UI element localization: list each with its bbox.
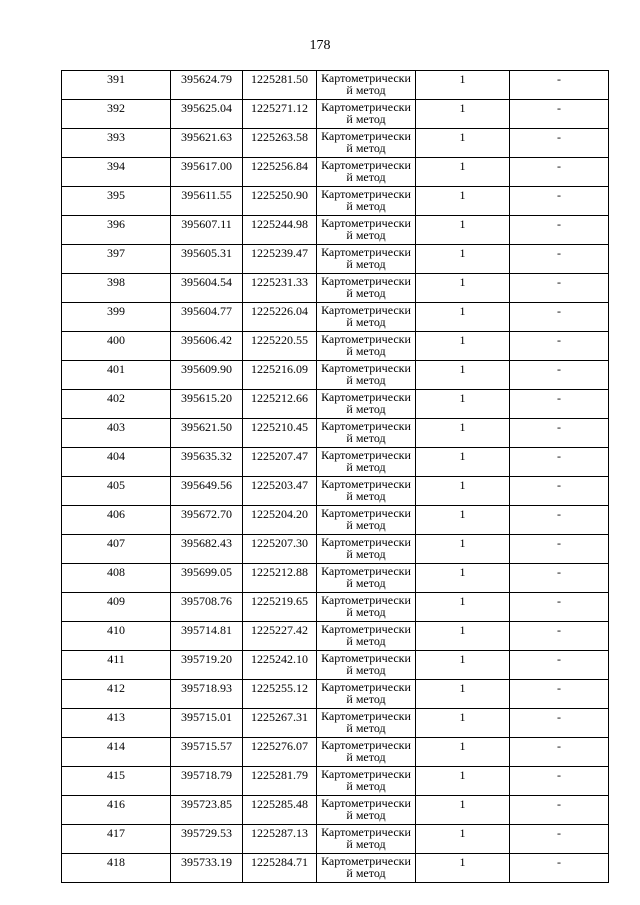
y-coordinate-cell: 1225256.84: [243, 158, 317, 187]
y-coordinate-cell: 1225210.45: [243, 419, 317, 448]
y-coordinate-cell: 1225242.10: [243, 651, 317, 680]
method-line-1: Картометрически: [321, 564, 411, 578]
method-line-2: й метод: [346, 866, 386, 880]
table-row: [62, 796, 609, 825]
method-line-2: й метод: [346, 170, 386, 184]
method-cell: [317, 245, 416, 274]
method-line-1: Картометрически: [321, 680, 411, 694]
accuracy-cell: 1: [416, 593, 510, 622]
description-cell: -: [510, 506, 609, 535]
method-line-1: Картометрически: [321, 767, 411, 781]
method-line-2: й метод: [346, 808, 386, 822]
method-cell: [317, 738, 416, 767]
table-row: [62, 390, 609, 419]
description-cell: -: [510, 448, 609, 477]
description-cell: -: [510, 796, 609, 825]
method-line-1: Картометрически: [321, 303, 411, 317]
method-line-1: Картометрически: [321, 187, 411, 201]
y-coordinate-cell: 1225281.50: [243, 71, 317, 100]
method-cell: [317, 680, 416, 709]
table-row: [62, 593, 609, 622]
table-row: [62, 332, 609, 361]
point-number-cell: 415: [62, 767, 171, 796]
accuracy-cell: 1: [416, 390, 510, 419]
method-line-1: Картометрически: [321, 419, 411, 433]
method-line-1: Картометрически: [321, 477, 411, 491]
accuracy-cell: 1: [416, 158, 510, 187]
table-row: [62, 361, 609, 390]
accuracy-cell: 1: [416, 506, 510, 535]
accuracy-cell: 1: [416, 477, 510, 506]
method-line-2: й метод: [346, 402, 386, 416]
table-row: [62, 71, 609, 100]
method-line-1: Картометрически: [321, 71, 411, 85]
method-line-2: й метод: [346, 141, 386, 155]
y-coordinate-cell: 1225267.31: [243, 709, 317, 738]
method-line-2: й метод: [346, 779, 386, 793]
y-coordinate-cell: 1225255.12: [243, 680, 317, 709]
description-cell: -: [510, 651, 609, 680]
point-number-cell: 418: [62, 854, 171, 883]
y-coordinate-cell: 1225203.47: [243, 477, 317, 506]
method-cell: [317, 303, 416, 332]
table-row: [62, 245, 609, 274]
accuracy-cell: 1: [416, 854, 510, 883]
point-number-cell: 401: [62, 361, 171, 390]
accuracy-cell: 1: [416, 216, 510, 245]
method-line-2: й метод: [346, 547, 386, 561]
x-coordinate-cell: 395718.79: [171, 767, 243, 796]
method-cell: [317, 535, 416, 564]
description-cell: -: [510, 564, 609, 593]
point-number-cell: 407: [62, 535, 171, 564]
point-number-cell: 416: [62, 796, 171, 825]
y-coordinate-cell: 1225239.47: [243, 245, 317, 274]
point-number-cell: 409: [62, 593, 171, 622]
table-row: [62, 622, 609, 651]
description-cell: -: [510, 622, 609, 651]
table-row: [62, 680, 609, 709]
method-line-2: й метод: [346, 518, 386, 532]
method-line-2: й метод: [346, 576, 386, 590]
table-row: [62, 477, 609, 506]
description-cell: -: [510, 187, 609, 216]
accuracy-cell: 1: [416, 448, 510, 477]
y-coordinate-cell: 1225244.98: [243, 216, 317, 245]
accuracy-cell: 1: [416, 419, 510, 448]
method-line-1: Картометрически: [321, 245, 411, 259]
y-coordinate-cell: 1225284.71: [243, 854, 317, 883]
method-line-1: Картометрически: [321, 390, 411, 404]
point-number-cell: 402: [62, 390, 171, 419]
accuracy-cell: 1: [416, 825, 510, 854]
method-line-1: Картометрически: [321, 100, 411, 114]
y-coordinate-cell: 1225285.48: [243, 796, 317, 825]
x-coordinate-cell: 395604.54: [171, 274, 243, 303]
x-coordinate-cell: 395607.11: [171, 216, 243, 245]
method-cell: [317, 158, 416, 187]
x-coordinate-cell: 395604.77: [171, 303, 243, 332]
method-line-2: й метод: [346, 228, 386, 242]
method-cell: [317, 506, 416, 535]
method-cell: [317, 100, 416, 129]
x-coordinate-cell: 395715.01: [171, 709, 243, 738]
x-coordinate-cell: 395708.76: [171, 593, 243, 622]
point-number-cell: 400: [62, 332, 171, 361]
y-coordinate-cell: 1225204.20: [243, 506, 317, 535]
method-line-1: Картометрически: [321, 158, 411, 172]
method-line-2: й метод: [346, 605, 386, 619]
description-cell: -: [510, 100, 609, 129]
table-row: [62, 187, 609, 216]
x-coordinate-cell: 395714.81: [171, 622, 243, 651]
method-line-2: й метод: [346, 199, 386, 213]
point-number-cell: 410: [62, 622, 171, 651]
point-number-cell: 406: [62, 506, 171, 535]
accuracy-cell: 1: [416, 274, 510, 303]
method-line-2: й метод: [346, 344, 386, 358]
method-line-1: Картометрически: [321, 216, 411, 230]
method-line-2: й метод: [346, 315, 386, 329]
method-line-1: Картометрически: [321, 593, 411, 607]
point-number-cell: 413: [62, 709, 171, 738]
method-cell: [317, 187, 416, 216]
description-cell: -: [510, 303, 609, 332]
point-number-cell: 405: [62, 477, 171, 506]
method-cell: [317, 767, 416, 796]
accuracy-cell: 1: [416, 680, 510, 709]
point-number-cell: 404: [62, 448, 171, 477]
method-line-2: й метод: [346, 692, 386, 706]
table-row: [62, 303, 609, 332]
description-cell: -: [510, 216, 609, 245]
method-line-2: й метод: [346, 634, 386, 648]
method-cell: [317, 622, 416, 651]
y-coordinate-cell: 1225207.47: [243, 448, 317, 477]
description-cell: -: [510, 245, 609, 274]
method-line-1: Картометрически: [321, 622, 411, 636]
accuracy-cell: 1: [416, 767, 510, 796]
x-coordinate-cell: 395672.70: [171, 506, 243, 535]
table-row: [62, 129, 609, 158]
x-coordinate-cell: 395682.43: [171, 535, 243, 564]
method-line-2: й метод: [346, 373, 386, 387]
point-number-cell: 395: [62, 187, 171, 216]
y-coordinate-cell: 1225250.90: [243, 187, 317, 216]
y-coordinate-cell: 1225281.79: [243, 767, 317, 796]
method-line-1: Картометрически: [321, 796, 411, 810]
x-coordinate-cell: 395621.50: [171, 419, 243, 448]
method-line-1: Картометрически: [321, 274, 411, 288]
y-coordinate-cell: 1225212.88: [243, 564, 317, 593]
table-row: [62, 854, 609, 883]
method-line-1: Картометрически: [321, 651, 411, 665]
y-coordinate-cell: 1225212.66: [243, 390, 317, 419]
method-line-2: й метод: [346, 257, 386, 271]
x-coordinate-cell: 395723.85: [171, 796, 243, 825]
method-cell: [317, 216, 416, 245]
x-coordinate-cell: 395624.79: [171, 71, 243, 100]
method-line-1: Картометрически: [321, 854, 411, 868]
description-cell: -: [510, 593, 609, 622]
point-number-cell: 411: [62, 651, 171, 680]
method-cell: [317, 854, 416, 883]
description-cell: -: [510, 680, 609, 709]
description-cell: -: [510, 419, 609, 448]
x-coordinate-cell: 395606.42: [171, 332, 243, 361]
y-coordinate-cell: 1225220.55: [243, 332, 317, 361]
description-cell: -: [510, 129, 609, 158]
accuracy-cell: 1: [416, 796, 510, 825]
description-cell: -: [510, 274, 609, 303]
accuracy-cell: 1: [416, 361, 510, 390]
y-coordinate-cell: 1225227.42: [243, 622, 317, 651]
description-cell: -: [510, 709, 609, 738]
y-coordinate-cell: 1225287.13: [243, 825, 317, 854]
method-line-1: Картометрически: [321, 332, 411, 346]
method-cell: [317, 564, 416, 593]
method-line-2: й метод: [346, 721, 386, 735]
accuracy-cell: 1: [416, 187, 510, 216]
method-cell: [317, 332, 416, 361]
method-cell: [317, 71, 416, 100]
x-coordinate-cell: 395609.90: [171, 361, 243, 390]
x-coordinate-cell: 395615.20: [171, 390, 243, 419]
point-number-cell: 391: [62, 71, 171, 100]
method-line-2: й метод: [346, 431, 386, 445]
accuracy-cell: 1: [416, 709, 510, 738]
description-cell: -: [510, 390, 609, 419]
description-cell: -: [510, 767, 609, 796]
y-coordinate-cell: 1225207.30: [243, 535, 317, 564]
accuracy-cell: 1: [416, 303, 510, 332]
method-cell: [317, 651, 416, 680]
y-coordinate-cell: 1225216.09: [243, 361, 317, 390]
x-coordinate-cell: 395617.00: [171, 158, 243, 187]
y-coordinate-cell: 1225226.04: [243, 303, 317, 332]
point-number-cell: 399: [62, 303, 171, 332]
point-number-cell: 392: [62, 100, 171, 129]
x-coordinate-cell: 395605.31: [171, 245, 243, 274]
method-cell: [317, 390, 416, 419]
method-line-1: Картометрически: [321, 738, 411, 752]
method-line-1: Картометрически: [321, 506, 411, 520]
y-coordinate-cell: 1225263.58: [243, 129, 317, 158]
x-coordinate-cell: 395699.05: [171, 564, 243, 593]
method-line-2: й метод: [346, 663, 386, 677]
y-coordinate-cell: 1225219.65: [243, 593, 317, 622]
method-line-1: Картометрически: [321, 825, 411, 839]
y-coordinate-cell: 1225276.07: [243, 738, 317, 767]
table-row: [62, 100, 609, 129]
method-line-2: й метод: [346, 112, 386, 126]
method-line-2: й метод: [346, 460, 386, 474]
point-number-cell: 412: [62, 680, 171, 709]
table-row: [62, 274, 609, 303]
x-coordinate-cell: 395611.55: [171, 187, 243, 216]
coordinates-table-body: [62, 71, 609, 883]
table-row: [62, 564, 609, 593]
accuracy-cell: 1: [416, 129, 510, 158]
accuracy-cell: 1: [416, 332, 510, 361]
x-coordinate-cell: 395729.53: [171, 825, 243, 854]
x-coordinate-cell: 395715.57: [171, 738, 243, 767]
method-cell: [317, 361, 416, 390]
method-cell: [317, 825, 416, 854]
method-line-1: Картометрически: [321, 535, 411, 549]
point-number-cell: 408: [62, 564, 171, 593]
x-coordinate-cell: 395625.04: [171, 100, 243, 129]
x-coordinate-cell: 395719.20: [171, 651, 243, 680]
point-number-cell: 394: [62, 158, 171, 187]
table-row: [62, 216, 609, 245]
method-line-1: Картометрически: [321, 129, 411, 143]
description-cell: -: [510, 535, 609, 564]
page-number: 178: [309, 38, 331, 53]
table-row: [62, 738, 609, 767]
method-cell: [317, 129, 416, 158]
accuracy-cell: 1: [416, 738, 510, 767]
method-line-1: Картометрически: [321, 709, 411, 723]
table-row: [62, 825, 609, 854]
description-cell: -: [510, 71, 609, 100]
point-number-cell: 393: [62, 129, 171, 158]
y-coordinate-cell: 1225231.33: [243, 274, 317, 303]
point-number-cell: 403: [62, 419, 171, 448]
point-number-cell: 414: [62, 738, 171, 767]
x-coordinate-cell: 395649.56: [171, 477, 243, 506]
accuracy-cell: 1: [416, 71, 510, 100]
x-coordinate-cell: 395718.93: [171, 680, 243, 709]
y-coordinate-cell: 1225271.12: [243, 100, 317, 129]
accuracy-cell: 1: [416, 245, 510, 274]
description-cell: -: [510, 477, 609, 506]
x-coordinate-cell: 395733.19: [171, 854, 243, 883]
method-cell: [317, 419, 416, 448]
table-row: [62, 767, 609, 796]
method-line-2: й метод: [346, 837, 386, 851]
method-line-2: й метод: [346, 83, 386, 97]
method-line-2: й метод: [346, 489, 386, 503]
method-cell: [317, 796, 416, 825]
x-coordinate-cell: 395635.32: [171, 448, 243, 477]
accuracy-cell: 1: [416, 622, 510, 651]
table-row: [62, 419, 609, 448]
method-cell: [317, 593, 416, 622]
method-cell: [317, 709, 416, 738]
description-cell: -: [510, 332, 609, 361]
method-line-2: й метод: [346, 750, 386, 764]
point-number-cell: 398: [62, 274, 171, 303]
point-number-cell: 417: [62, 825, 171, 854]
method-line-1: Картометрически: [321, 361, 411, 375]
coordinates-table: [61, 70, 609, 883]
method-cell: [317, 477, 416, 506]
description-cell: -: [510, 854, 609, 883]
table-row: [62, 506, 609, 535]
accuracy-cell: 1: [416, 100, 510, 129]
accuracy-cell: 1: [416, 564, 510, 593]
description-cell: -: [510, 738, 609, 767]
accuracy-cell: 1: [416, 651, 510, 680]
table-row: [62, 158, 609, 187]
method-cell: [317, 274, 416, 303]
method-line-2: й метод: [346, 286, 386, 300]
description-cell: -: [510, 158, 609, 187]
table-row: [62, 448, 609, 477]
point-number-cell: 396: [62, 216, 171, 245]
point-number-cell: 397: [62, 245, 171, 274]
method-cell: [317, 448, 416, 477]
table-row: [62, 709, 609, 738]
description-cell: -: [510, 825, 609, 854]
table-row: [62, 651, 609, 680]
method-line-1: Картометрически: [321, 448, 411, 462]
description-cell: -: [510, 361, 609, 390]
accuracy-cell: 1: [416, 535, 510, 564]
x-coordinate-cell: 395621.63: [171, 129, 243, 158]
table-row: [62, 535, 609, 564]
